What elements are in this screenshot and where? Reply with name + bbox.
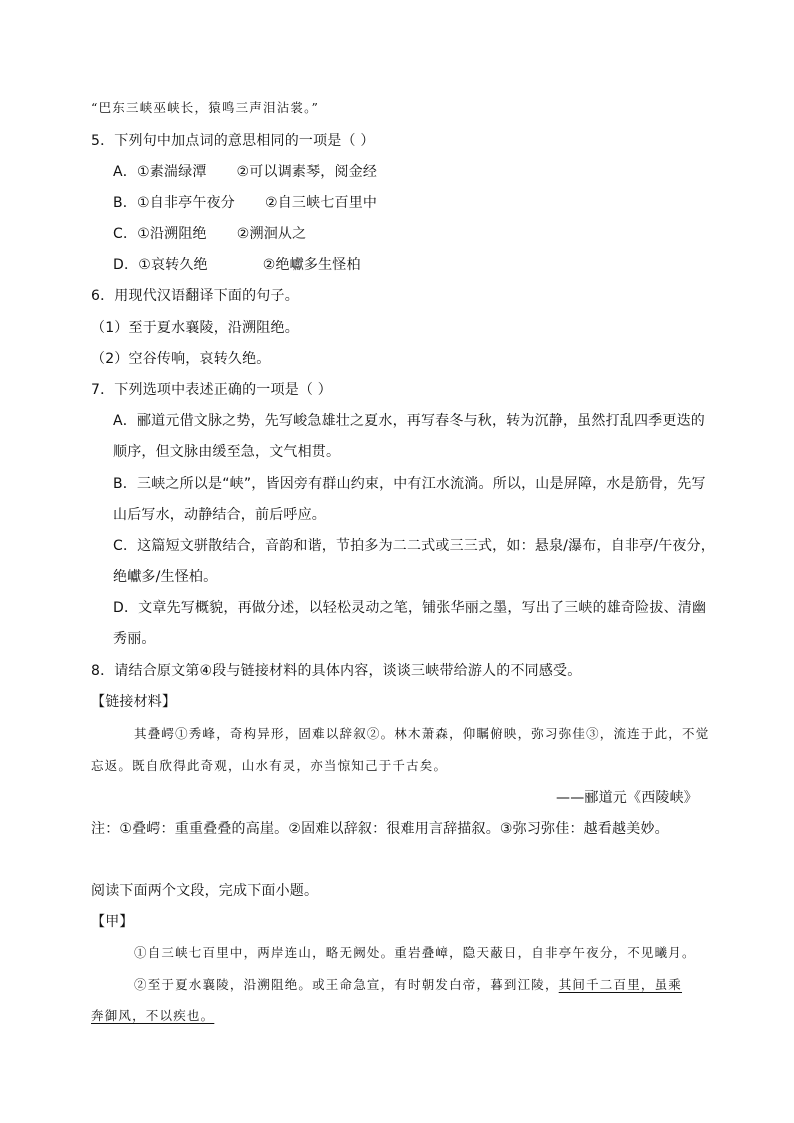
question-7-line: 秀丽。 xyxy=(113,631,156,647)
question-7-stem: 7．下列选项中表述正确的一项是（ ） xyxy=(91,382,332,398)
quote-line: “巴东三峡巫峡长，猿鸣三声泪沾裳。” xyxy=(91,100,320,115)
option-c-part-2: ②溯洄从之 xyxy=(236,226,307,242)
question-7-line: 绝巘多/生怪柏。 xyxy=(113,569,218,585)
underlined-sentence: 其间千二百里，虽乘 xyxy=(558,977,683,992)
option-d-part-1: ①哀转久绝 xyxy=(138,257,208,273)
option-letter: D． xyxy=(113,257,139,273)
question-6-item-2: （2）空谷传响，哀转久绝。 xyxy=(91,351,271,367)
option-c-part-1: ①沿溯阻绝 xyxy=(137,226,207,242)
reading-instruction: 阅读下面两个文段，完成下面小题。 xyxy=(91,883,319,899)
material-note: 注：①叠崿：重重叠叠的高崖。②固难以辞叙：很难用言辞描叙。③弥习弥佳：越看越美妙。 xyxy=(91,821,669,837)
material-line: 忘返。既自欣得此奇观，山水有灵，亦当惊知己于千古矣。 xyxy=(91,758,448,773)
question-8-stem: 8．请结合原文第④段与链接材料的具体内容，谈谈三峡带给游人的不同感受。 xyxy=(91,663,582,679)
option-letter: A． xyxy=(113,164,137,180)
option-b-part-2: ②自三峡七百里中 xyxy=(264,195,378,211)
material-line: 其叠崿①秀峰，奇构异形，固难以辞叙②。林木萧森，仰瞩俯映，弥习弥佳③，流连于此，不觉 xyxy=(134,726,710,741)
question-6-stem: 6．用现代汉语翻译下面的句子。 xyxy=(91,288,299,304)
option-a-part-1: ①素湍绿潭 xyxy=(136,164,207,180)
question-5-option-d xyxy=(113,255,361,275)
option-letter: B． xyxy=(113,195,138,211)
question-5-stem: 5．下列句中加点词的意思相同的一项是（ ） xyxy=(91,133,375,149)
option-letter: C． xyxy=(113,226,138,242)
reading-paragraph-1: ①自三峡七百里中，两岸连山，略无阙处。重岩叠嶂，隐天蔽日，自非亭午夜分，不见曦月。 xyxy=(134,945,696,960)
paragraph-2-text: ②至于夏水襄陵，沿溯阻绝。或王命急宣，有时朝发白帝，暮到江陵， xyxy=(134,977,559,992)
question-7-line: C．这篇短文骈散结合，音韵和谐，节拍多为二二式或三三式，如：悬泉/瀑布，自非亭/午夜分， xyxy=(113,538,716,554)
material-heading: 【链接材料】 xyxy=(91,694,177,710)
question-5-option-c xyxy=(113,224,306,244)
material-attribution: ——郦道元《西陵峡》 xyxy=(556,790,698,806)
question-7-line: D．文章先写概貌，再做分述，以轻松灵动之笔，铺张华丽之墨，写出了三峡的雄奇险拔、清幽 xyxy=(113,600,707,616)
reading-paragraph-2 xyxy=(134,975,682,995)
question-7-line: 顺序，但文脉由缓至急，文气相贯。 xyxy=(113,444,341,460)
question-7-line: A．郦道元借文脉之势，先写峻急雄壮之夏水，再写春冬与秋，转为沉静，虽然打乱四季更迭的 xyxy=(113,413,705,429)
section-label-jia: 【甲】 xyxy=(91,914,134,930)
question-5-option-b xyxy=(113,193,377,213)
option-d-part-2: ②绝巘多生怪柏 xyxy=(262,257,361,273)
question-6-item-1: （1）至于夏水襄陵，沿溯阻绝。 xyxy=(91,320,299,336)
question-7-line: 山后写水，动静结合，前后呼应。 xyxy=(113,507,326,523)
question-5-option-a xyxy=(113,162,377,182)
question-7-line: B．三峡之所以是“峡”，皆因旁有群山约束，中有江水流淌。所以，山是屏障，水是筋骨，先写 xyxy=(113,476,706,492)
reading-paragraph-2-continued: 奔御风，不以疾也。 xyxy=(91,1008,215,1023)
option-a-part-2: ②可以调素琴，阅金经 xyxy=(236,164,378,180)
option-b-part-1: ①自非亭午夜分 xyxy=(137,195,235,211)
